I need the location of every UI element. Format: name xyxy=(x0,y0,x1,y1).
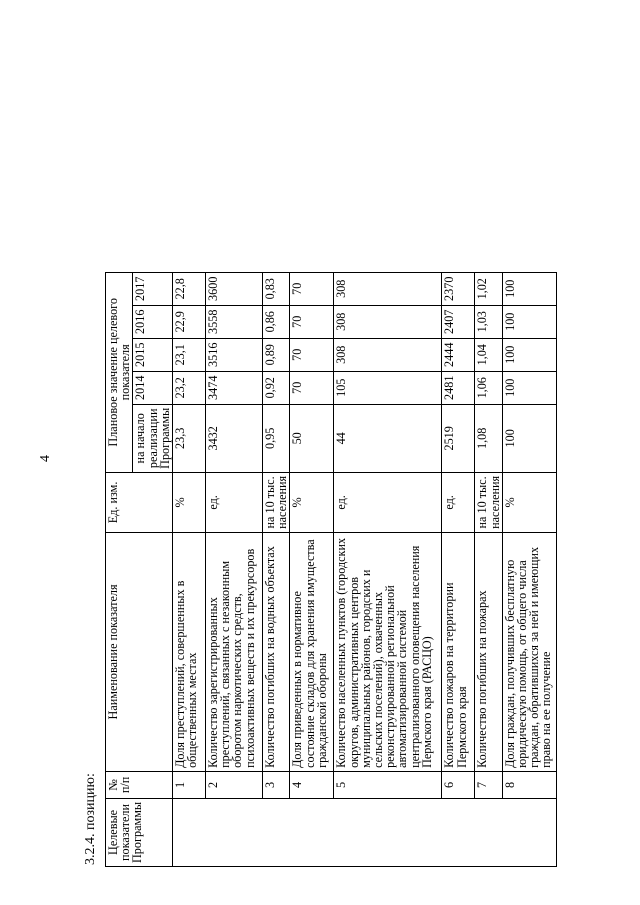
row-value-2016: 308 xyxy=(334,305,442,338)
intro-text: 3.2.4. позицию: xyxy=(83,773,98,865)
row-value-2014: 23,2 xyxy=(173,371,206,404)
row-value-2015: 308 xyxy=(334,338,442,371)
row-unit: % xyxy=(173,472,206,532)
row-value-2016: 1,03 xyxy=(475,305,502,338)
row-value-2016: 3558 xyxy=(206,305,263,338)
header-num: № п/п xyxy=(106,771,173,798)
row-value-2017: 3600 xyxy=(206,272,263,305)
row-value-2014: 0,92 xyxy=(263,371,290,404)
row-number: 2 xyxy=(206,771,263,798)
table-row xyxy=(290,272,334,866)
row-value-2016: 70 xyxy=(290,305,334,338)
header-year: 2017 xyxy=(133,272,173,305)
row-value-2014: 105 xyxy=(334,371,442,404)
row-base-value: 1,08 xyxy=(475,404,502,472)
row-unit: % xyxy=(290,472,334,532)
row-unit: ед. xyxy=(206,472,263,532)
row-value-2015: 70 xyxy=(290,338,334,371)
row-name: Количество погибших на водных объектах xyxy=(263,532,290,771)
row-value-2015: 3516 xyxy=(206,338,263,371)
group-cell xyxy=(173,798,557,866)
indicators-table xyxy=(105,272,557,867)
row-number: 3 xyxy=(263,771,290,798)
row-name: Количество зарегистрированных преступлений, связанных с незаконным оборотом наркотических средств, психоактивных веществ и их прекурсоров xyxy=(206,532,263,771)
row-base-value: 44 xyxy=(334,404,442,472)
row-name: Доля приведенных в нормативное состояние складов для хранения имущества гражданской обороны xyxy=(290,532,334,771)
row-value-2015: 0,89 xyxy=(263,338,290,371)
row-value-2017: 2370 xyxy=(442,272,475,305)
row-value-2014: 1,06 xyxy=(475,371,502,404)
row-base-value: 50 xyxy=(290,404,334,472)
row-name: Доля преступлений, совершенных в общественных местах xyxy=(173,532,206,771)
row-value-2015: 2444 xyxy=(442,338,475,371)
row-value-2017: 100 xyxy=(502,272,556,305)
row-base-value: 3432 xyxy=(206,404,263,472)
header-year: 2015 xyxy=(133,338,173,371)
row-number: 6 xyxy=(442,771,475,798)
row-value-2016: 2407 xyxy=(442,305,475,338)
header-unit: Ед. изм. xyxy=(106,472,173,532)
table-row xyxy=(502,272,556,866)
table-row xyxy=(475,272,502,866)
row-unit: на 10 тыс. населения xyxy=(263,472,290,532)
table-row xyxy=(263,272,290,866)
row-number: 8 xyxy=(502,771,556,798)
row-value-2017: 70 xyxy=(290,272,334,305)
row-base-value: 2519 xyxy=(442,404,475,472)
table-row xyxy=(442,272,475,866)
row-number: 1 xyxy=(173,771,206,798)
row-unit: % xyxy=(502,472,556,532)
table-row xyxy=(334,272,442,866)
row-value-2014: 70 xyxy=(290,371,334,404)
row-value-2015: 1,04 xyxy=(475,338,502,371)
header-base: на начало реализации Программы xyxy=(133,404,173,472)
header-planned: Плановое значение целевого показателя xyxy=(106,272,133,472)
row-value-2016: 0,86 xyxy=(263,305,290,338)
table-row xyxy=(206,272,263,866)
header-year: 2014 xyxy=(133,371,173,404)
row-number: 7 xyxy=(475,771,502,798)
row-name: Количество населенных пунктов (городских округов, административных центров муниципальных районов, городских и сельских поселений), охваченных реконструированной региональной автоматизированной системой централизованного оповещения населения Пермского края (РАСЦО) xyxy=(334,532,442,771)
row-value-2017: 1,02 xyxy=(475,272,502,305)
row-unit: ед. xyxy=(334,472,442,532)
row-value-2017: 22,8 xyxy=(173,272,206,305)
row-value-2016: 22,9 xyxy=(173,305,206,338)
header-group: Целевые показатели Программы xyxy=(106,798,173,866)
row-number: 5 xyxy=(334,771,442,798)
row-name: Количество погибших на пожарах xyxy=(475,532,502,771)
row-value-2015: 100 xyxy=(502,338,556,371)
row-value-2016: 100 xyxy=(502,305,556,338)
row-base-value: 23,3 xyxy=(173,404,206,472)
row-value-2017: 0,83 xyxy=(263,272,290,305)
row-value-2017: 308 xyxy=(334,272,442,305)
row-name: Доля граждан, получивших бесплатную юридическую помощь, от общего числа граждан, обратившихся за ней и имеющих право на ее получение xyxy=(502,532,556,771)
row-base-value: 0,95 xyxy=(263,404,290,472)
row-unit: на 10 тыс. населения xyxy=(475,472,502,532)
row-value-2014: 100 xyxy=(502,371,556,404)
row-number: 4 xyxy=(290,771,334,798)
row-value-2014: 2481 xyxy=(442,371,475,404)
header-name: Наименование показателя xyxy=(106,532,173,771)
page-number: 4 xyxy=(38,455,53,462)
header-year: 2016 xyxy=(133,305,173,338)
row-value-2015: 23,1 xyxy=(173,338,206,371)
row-value-2014: 3474 xyxy=(206,371,263,404)
row-unit: ед. xyxy=(442,472,475,532)
row-name: Количество пожаров на территории Пермского края xyxy=(442,532,475,771)
table-row xyxy=(173,272,206,866)
row-base-value: 100 xyxy=(502,404,556,472)
